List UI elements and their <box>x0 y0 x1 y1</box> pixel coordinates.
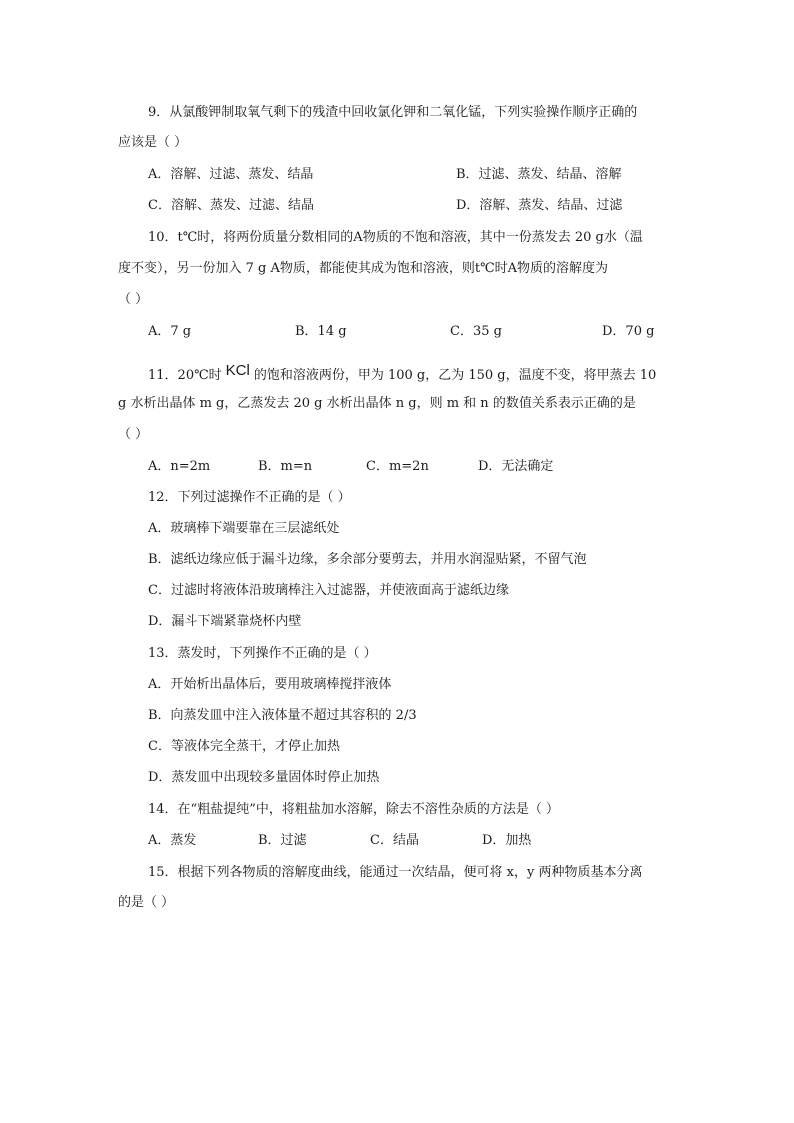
q11-stem-suffix: 的饱和溶液两份，甲为 100 g，乙为 150 g，温度不变，将甲蒸去 10 <box>253 368 657 383</box>
q10-option-c: C．35 g <box>450 324 502 339</box>
q12-option-c: C．过滤时将液体沿玻璃棒注入过滤器，并使液面高于滤纸边缘 <box>148 583 509 598</box>
q11-option-a: A．n=2m <box>148 459 211 474</box>
q14-stem: 14．在“粗盐提纯”中，将粗盐加水溶解，除去不溶性杂质的方法是（ ） <box>148 802 559 817</box>
q11-stem-line3: （ ） <box>118 427 149 442</box>
q14-option-d: D．加热 <box>482 833 532 848</box>
q13-stem: 13．蒸发时，下列操作不正确的是（ ） <box>148 646 377 661</box>
q10-stem-line2: 度不变），另一份加入 7 g A物质，都能使其成为饱和溶液，则t℃时A物质的溶解度为 <box>118 261 609 276</box>
q11-option-c: C．m=2n <box>366 459 429 474</box>
q14-option-b: B．过滤 <box>258 833 307 848</box>
q13-option-d: D．蒸发皿中出现较多量固体时停止加热 <box>148 770 380 785</box>
q14-option-c: C．结晶 <box>370 833 419 848</box>
q10-option-d: D．70 g <box>602 324 655 339</box>
q9-option-a: A．溶解、过滤、蒸发、结晶 <box>148 167 314 182</box>
q9-stem-line2: 应该是（ ） <box>118 135 188 150</box>
q10-stem-line3: （ ） <box>118 292 149 307</box>
q9-option-b: B．过滤、蒸发、结晶、溶解 <box>456 167 622 182</box>
q15-stem-line2: 的是（ ） <box>118 895 175 910</box>
q10-option-a: A．7 g <box>148 324 192 339</box>
q11-stem-prefix: 11．20℃时 <box>148 368 222 383</box>
q9-option-c: C．溶解、蒸发、过滤、结晶 <box>148 198 314 213</box>
q11-option-b: B．m=n <box>258 459 313 474</box>
q11-stem-line1 <box>148 362 656 385</box>
q12-option-d: D．漏斗下端紧靠烧杯内壁 <box>148 614 302 629</box>
q13-option-a: A．开始析出晶体后，要用玻璃棒搅拌液体 <box>148 677 392 692</box>
q11-stem-line2: g 水析出晶体 m g，乙蒸发去 20 g 水析出晶体 n g，则 m 和 n 的数值关系表示正确的是 <box>118 396 636 411</box>
q11-option-d: D．无法确定 <box>478 459 554 474</box>
q14-option-a: A．蒸发 <box>148 833 197 848</box>
q9-option-d: D．溶解、蒸发、结晶、过滤 <box>456 198 623 213</box>
q10-stem-line1: 10．t℃时，将两份质量分数相同的A物质的不饱和溶液，其中一份蒸发去 20 g水（温 <box>148 230 643 245</box>
q13-option-b: B．向蒸发皿中注入液体量不超过其容积的 2/3 <box>148 708 417 723</box>
q15-stem-line1: 15．根据下列各物质的溶解度曲线，能通过一次结晶，便可将 x，y 两种物质基本分离 <box>148 865 643 880</box>
q13-option-c: C．等液体完全蒸干，才停止加热 <box>148 739 340 754</box>
q9-stem-line1: 9．从氯酸钾制取氧气剩下的残渣中回收氯化钾和二氧化锰，下列实验操作顺序正确的 <box>148 105 638 120</box>
kcl-formula: KCl <box>225 362 250 379</box>
q12-stem: 12．下列过滤操作不正确的是（ ） <box>148 490 351 505</box>
q10-option-b: B．14 g <box>295 324 347 339</box>
q12-option-a: A．玻璃棒下端要靠在三层滤纸处 <box>148 521 340 536</box>
q12-option-b: B．滤纸边缘应低于漏斗边缘，多余部分要剪去，并用水润湿贴紧，不留气泡 <box>148 552 587 567</box>
